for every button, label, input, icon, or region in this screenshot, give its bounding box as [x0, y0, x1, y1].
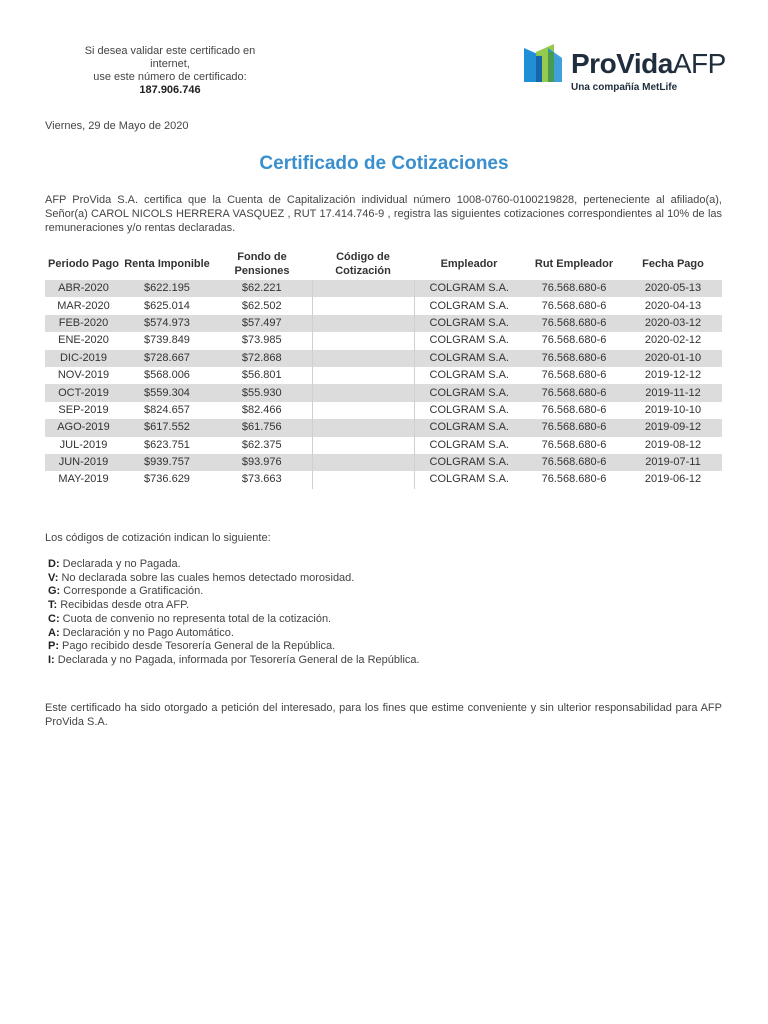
cell-rut: 76.568.680-6 [524, 315, 624, 332]
legend-item [48, 585, 420, 599]
cell-renta: $574.973 [122, 315, 212, 332]
legend-text: Corresponde a Gratificación. [60, 585, 204, 598]
legend-text: Recibidas desde otra AFP. [57, 599, 190, 612]
cell-periodo: AGO-2019 [45, 419, 122, 436]
cell-fecha: 2019-10-10 [644, 403, 702, 416]
cell-empleador: COLGRAM S.A. [414, 419, 524, 436]
table-row [45, 297, 722, 314]
legend-text: Pago recibido desde Tesorería General de la República. [59, 640, 336, 653]
cell-fondo: $56.801 [241, 369, 282, 382]
cell-empleador: COLGRAM S.A. [429, 403, 509, 416]
legend-code: G: [48, 585, 61, 598]
cell-periodo: ABR-2020 [45, 280, 122, 297]
cell-renta: $728.667 [122, 350, 212, 367]
cell-fecha: 2019-08-12 [644, 438, 702, 451]
cell-fondo: $73.663 [241, 473, 282, 486]
legend-code: T: [48, 599, 58, 612]
table-row [45, 471, 722, 488]
table-row [45, 402, 722, 419]
cell-rut: 76.568.680-6 [524, 384, 624, 401]
legend-text: Declarada y no Pagada. [59, 558, 181, 570]
cell-codigo [312, 332, 414, 349]
provida-logo-icon [524, 44, 566, 84]
table-row [45, 315, 722, 332]
cell-empleador: COLGRAM S.A. [414, 454, 524, 471]
cell-rut: 76.568.680-6 [541, 334, 607, 347]
legend-text: Cuota de convenio no representa total de la cotización. [59, 612, 332, 625]
cell-fecha: 2019-07-11 [624, 454, 722, 471]
cell-periodo: NOV-2019 [57, 369, 110, 382]
cell-periodo: MAY-2019 [58, 473, 109, 486]
cell-fecha: 2020-04-13 [644, 299, 702, 312]
cell-empleador: COLGRAM S.A. [429, 334, 509, 347]
cell-empleador: COLGRAM S.A. [429, 438, 509, 451]
legend-item [48, 599, 420, 613]
cell-periodo: MAR-2020 [57, 299, 110, 312]
cell-fecha: 2020-05-13 [624, 280, 722, 297]
legend-code: A: [48, 626, 60, 639]
validation-line-1: Si desea validar este certificado en internet, [84, 45, 256, 70]
legend-code: D: [48, 558, 60, 570]
header-renta: Renta Imponible [124, 258, 210, 270]
table-row [45, 437, 722, 454]
cell-renta: $617.552 [122, 419, 212, 436]
cell-codigo [312, 402, 414, 419]
cell-fondo: $62.221 [212, 280, 312, 297]
cell-fondo: $93.976 [212, 454, 312, 471]
certificate-number: 187.906.746 [139, 84, 201, 96]
table-header-row [45, 248, 722, 280]
header-periodo: Periodo Pago [48, 258, 119, 270]
cell-fecha: 2019-06-12 [644, 473, 702, 486]
cell-fecha: 2020-02-12 [644, 334, 702, 347]
cell-codigo [312, 315, 414, 332]
cell-codigo [312, 437, 414, 454]
cell-fondo: $57.497 [212, 315, 312, 332]
cell-periodo: ENE-2020 [58, 334, 109, 347]
brand-name [571, 48, 726, 80]
table-row [45, 367, 722, 384]
header-empleador: Empleador [440, 258, 498, 270]
cell-rut: 76.568.680-6 [524, 350, 624, 367]
table-row [45, 384, 722, 401]
header-rut: Rut Empleador [534, 258, 614, 270]
code-legend [48, 558, 420, 668]
cell-fondo: $62.502 [241, 299, 282, 312]
cell-fecha: 2020-03-12 [624, 315, 722, 332]
cell-rut: 76.568.680-6 [541, 473, 607, 486]
cell-codigo [312, 367, 414, 384]
table-row [45, 419, 722, 436]
cell-renta: $739.849 [144, 334, 190, 347]
cell-fondo: $72.868 [212, 350, 312, 367]
cell-codigo [312, 280, 414, 297]
legend-item [48, 572, 420, 586]
legend-item [48, 640, 420, 654]
header-fecha: Fecha Pago [642, 258, 704, 270]
cell-rut: 76.568.680-6 [541, 403, 607, 416]
cell-fondo: $82.466 [241, 403, 282, 416]
cell-rut: 76.568.680-6 [524, 454, 624, 471]
cell-empleador: COLGRAM S.A. [414, 384, 524, 401]
document-title: Certificado de Cotizaciones [259, 153, 509, 174]
cell-periodo: JUL-2019 [59, 438, 108, 451]
legend-item [48, 654, 420, 668]
cell-rut: 76.568.680-6 [541, 369, 607, 382]
cell-renta: $623.751 [144, 438, 190, 451]
legend-text: No declarada sobre las cuales hemos detectado morosidad. [58, 571, 355, 584]
table-row [45, 280, 722, 297]
table-row [45, 350, 722, 367]
cell-renta: $736.629 [144, 473, 190, 486]
cell-fecha: 2020-01-10 [624, 350, 722, 367]
cell-periodo: DIC-2019 [45, 350, 122, 367]
validation-note [40, 45, 300, 97]
cell-codigo [312, 384, 414, 401]
legend-code: V: [48, 571, 59, 584]
table-row [45, 454, 722, 471]
cell-empleador: COLGRAM S.A. [429, 299, 509, 312]
cell-renta: $622.195 [122, 280, 212, 297]
cell-renta: $824.657 [144, 403, 190, 416]
cell-rut: 76.568.680-6 [541, 299, 607, 312]
cell-codigo [312, 350, 414, 367]
brand-tagline: Una compañía MetLife [571, 82, 678, 93]
closing-paragraph: Este certificado ha sido otorgado a petición del interesado, para los fines que estime conveniente y sin ulterior responsabilidad para AFP ProVida S.A. [45, 702, 722, 728]
cell-codigo [312, 297, 414, 314]
table-row [45, 332, 722, 349]
cell-periodo: FEB-2020 [45, 315, 122, 332]
legend-item [48, 627, 420, 641]
cell-periodo: SEP-2019 [58, 403, 109, 416]
cell-rut: 76.568.680-6 [524, 280, 624, 297]
brand-suffix: AFP [672, 48, 726, 79]
legend-code: C: [48, 612, 60, 625]
header-codigo: Código de Cotización [335, 251, 391, 277]
cell-empleador: COLGRAM S.A. [414, 315, 524, 332]
cell-fecha: 2019-09-12 [624, 419, 722, 436]
brand-main: ProVida [571, 48, 673, 79]
validation-line-2: use este número de certificado: [93, 71, 247, 83]
cell-renta: $568.006 [144, 369, 190, 382]
cell-empleador: COLGRAM S.A. [414, 280, 524, 297]
cell-renta: $939.757 [122, 454, 212, 471]
issue-date: Viernes, 29 de Mayo de 2020 [45, 120, 189, 132]
cell-codigo [312, 419, 414, 436]
legend-intro: Los códigos de cotización indican lo siguiente: [45, 532, 271, 544]
cell-codigo [312, 471, 414, 488]
cell-fecha: 2019-12-12 [644, 369, 702, 382]
legend-item [48, 613, 420, 627]
cell-renta: $625.014 [144, 299, 190, 312]
cell-periodo: OCT-2019 [45, 384, 122, 401]
cell-periodo: JUN-2019 [45, 454, 122, 471]
legend-text: Declaración y no Pago Automático. [59, 626, 234, 639]
cell-fecha: 2019-11-12 [624, 384, 722, 401]
legend-code: P: [48, 640, 59, 653]
legend-text: Declarada y no Pagada, informada por Tesorería General de la República. [54, 653, 420, 666]
intro-paragraph: AFP ProVida S.A. certifica que la Cuenta de Capitalización individual número 1008-0760-0100219828, perteneciente al afiliado(a), Señor(a) CAROL NICOLS HERRERA VASQUEZ , RUT 17.414.746-9 , registra las siguientes cotizaciones correspondientes al 10% de las remuneraciones y/o rentas declaradas. [45, 194, 722, 234]
cell-renta: $559.304 [122, 384, 212, 401]
cell-fondo: $62.375 [241, 438, 282, 451]
cell-rut: 76.568.680-6 [524, 419, 624, 436]
cell-fondo: $73.985 [241, 334, 282, 347]
cell-codigo [312, 454, 414, 471]
legend-item [48, 558, 420, 572]
cell-empleador: COLGRAM S.A. [429, 369, 509, 382]
provida-logo [524, 44, 734, 96]
contributions-table [45, 248, 722, 489]
header-fondo: Fondo de Pensiones [234, 251, 290, 277]
cell-empleador: COLGRAM S.A. [429, 473, 509, 486]
legend-code: I: [48, 653, 55, 666]
cell-fondo: $61.756 [212, 419, 312, 436]
cell-fondo: $55.930 [212, 384, 312, 401]
cell-rut: 76.568.680-6 [541, 438, 607, 451]
cell-empleador: COLGRAM S.A. [414, 350, 524, 367]
